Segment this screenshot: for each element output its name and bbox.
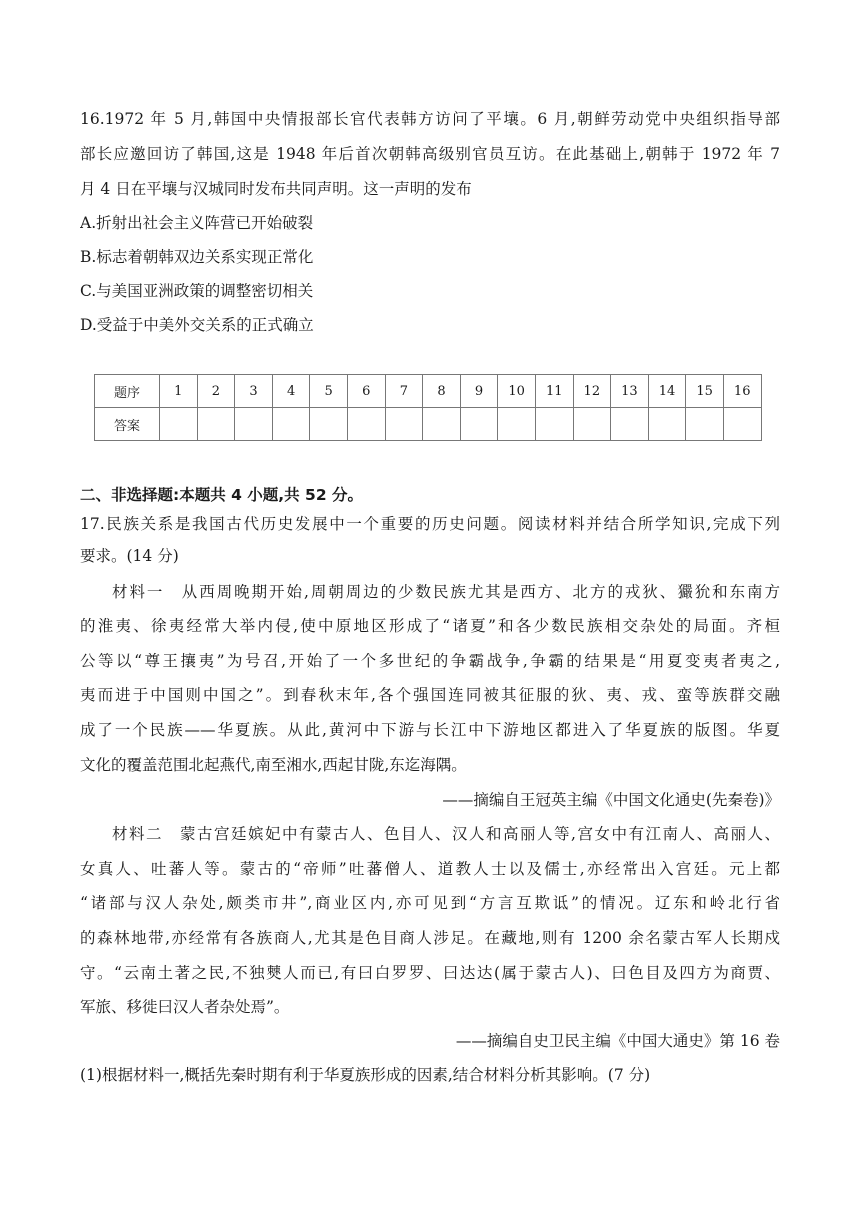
answer-table-number-row xyxy=(95,375,762,408)
q16-option-c: C.与美国亚洲政策的调整密切相关 xyxy=(80,282,314,300)
q16-option-a: A.折射出社会主义阵营已开始破裂 xyxy=(80,214,314,232)
answer-table-number: 4 xyxy=(272,375,310,408)
q16-stem-line-2: 部长应邀回访了韩国,这是 1948 年后首次朝韩高级别官员互访。在此基础上,朝韩于 1972 年 7 xyxy=(80,145,780,163)
answer-table-number: 10 xyxy=(498,375,536,408)
q16-option-b: B.标志着朝韩双边关系实现正常化 xyxy=(80,248,314,266)
answer-cell[interactable] xyxy=(498,408,536,441)
answer-table-row-label-number: 题序 xyxy=(95,375,160,408)
answer-table-number: 5 xyxy=(310,375,348,408)
answer-cell[interactable] xyxy=(272,408,310,441)
answer-cell[interactable] xyxy=(385,408,423,441)
answer-cell[interactable] xyxy=(423,408,461,441)
q17-material1-line-4: 夷而进于中国则中国之”。到春秋末年,各个强国连同被其征服的狄、夷、戎、蛮等族群交融 xyxy=(80,686,780,704)
answer-table xyxy=(94,374,762,441)
q17-source1: ——摘编自王冠英主编《中国文化通史(先秦卷)》 xyxy=(442,791,780,809)
q17-material1-line-1: 材料一 从西周晚期开始,周朝周边的少数民族尤其是西方、北方的戎狄、玁狁和东南方 xyxy=(112,583,780,601)
q17-stem-line-1: 17.民族关系是我国古代历史发展中一个重要的历史问题。阅读材料并结合所学知识,完成下列 xyxy=(80,515,780,533)
answer-cell[interactable] xyxy=(347,408,385,441)
answer-cell[interactable] xyxy=(573,408,611,441)
q16-stem-line-1: 16.1972 年 5 月,韩国中央情报部长官代表韩方访问了平壤。6 月,朝鲜劳动党中央组织指导部 xyxy=(80,110,780,128)
q17-material1-line-3: 公等以“尊王攘夷”为号召,开始了一个多世纪的争霸战争,争霸的结果是“用夏变夷者夷之, xyxy=(80,652,780,670)
q17-sub-question-1: (1)根据材料一,概括先秦时期有利于华夏族形成的因素,结合材料分析其影响。(7 分) xyxy=(80,1066,651,1084)
answer-table-number: 11 xyxy=(535,375,573,408)
answer-table-number: 12 xyxy=(573,375,611,408)
answer-cell[interactable] xyxy=(611,408,649,441)
q17-material2-line-4: 的森林地带,亦经常有各族商人,尤其是色目商人涉足。在藏地,则有 1200 余名蒙古军人长期戍 xyxy=(80,929,780,947)
answer-table-number: 14 xyxy=(648,375,686,408)
q17-material2-line-5: 守。“云南土著之民,不独僰人而已,有曰白罗罗、曰达达(属于蒙古人)、曰色目及四方为商贾、 xyxy=(80,964,780,982)
q17-material1-line-5: 成了一个民族——华夏族。从此,黄河中下游与长江中下游地区都进入了华夏族的版图。华夏 xyxy=(80,721,780,739)
answer-table-number: 3 xyxy=(235,375,273,408)
q17-material2-line-6: 军旅、移徙曰汉人者杂处焉”。 xyxy=(80,998,290,1016)
answer-table-answer-row xyxy=(95,408,762,441)
answer-cell[interactable] xyxy=(235,408,273,441)
answer-table-number: 15 xyxy=(686,375,724,408)
answer-cell[interactable] xyxy=(197,408,235,441)
answer-table-number: 9 xyxy=(460,375,498,408)
answer-cell[interactable] xyxy=(723,408,761,441)
answer-cell[interactable] xyxy=(648,408,686,441)
q17-stem-line-2: 要求。(14 分) xyxy=(80,547,179,565)
answer-cell[interactable] xyxy=(535,408,573,441)
answer-table-number: 6 xyxy=(347,375,385,408)
answer-cell[interactable] xyxy=(460,408,498,441)
q17-material1-line-6: 文化的覆盖范围北起燕代,南至湘水,西起甘陇,东迄海隅。 xyxy=(80,756,467,774)
q17-material2-line-3: “诸部与汉人杂处,颇类市井”,商业区内,亦可见到“方言互欺诋”的情况。辽东和岭北行省 xyxy=(80,894,780,912)
answer-cell[interactable] xyxy=(310,408,348,441)
answer-table-number: 8 xyxy=(423,375,461,408)
q16-stem-line-3: 月 4 日在平壤与汉城同时发布共同声明。这一声明的发布 xyxy=(80,180,472,198)
answer-cell[interactable] xyxy=(686,408,724,441)
answer-cell[interactable] xyxy=(160,408,198,441)
answer-table-number: 7 xyxy=(385,375,423,408)
answer-table-number: 1 xyxy=(160,375,198,408)
q17-material2-line-1: 材料二 蒙古宫廷嫔妃中有蒙古人、色目人、汉人和高丽人等,宫女中有江南人、高丽人、 xyxy=(112,825,780,843)
q17-material2-line-2: 女真人、吐蕃人等。蒙古的“帝师”吐蕃僧人、道教人士以及儒士,亦经常出入宫廷。元上都 xyxy=(80,860,780,878)
q17-material1-line-2: 的淮夷、徐夷经常大举内侵,使中原地区形成了“诸夏”和各少数民族相交杂处的局面。齐桓 xyxy=(80,617,780,635)
answer-table-number: 16 xyxy=(723,375,761,408)
answer-table-row-label-answer: 答案 xyxy=(95,408,160,441)
answer-table-number: 13 xyxy=(611,375,649,408)
q17-source2: ——摘编自史卫民主编《中国大通史》第 16 卷 xyxy=(455,1032,780,1050)
q16-option-d: D.受益于中美外交关系的正式确立 xyxy=(80,316,314,334)
answer-table-number: 2 xyxy=(197,375,235,408)
section-heading: 二、非选择题:本题共 4 小题,共 52 分。 xyxy=(80,486,364,504)
